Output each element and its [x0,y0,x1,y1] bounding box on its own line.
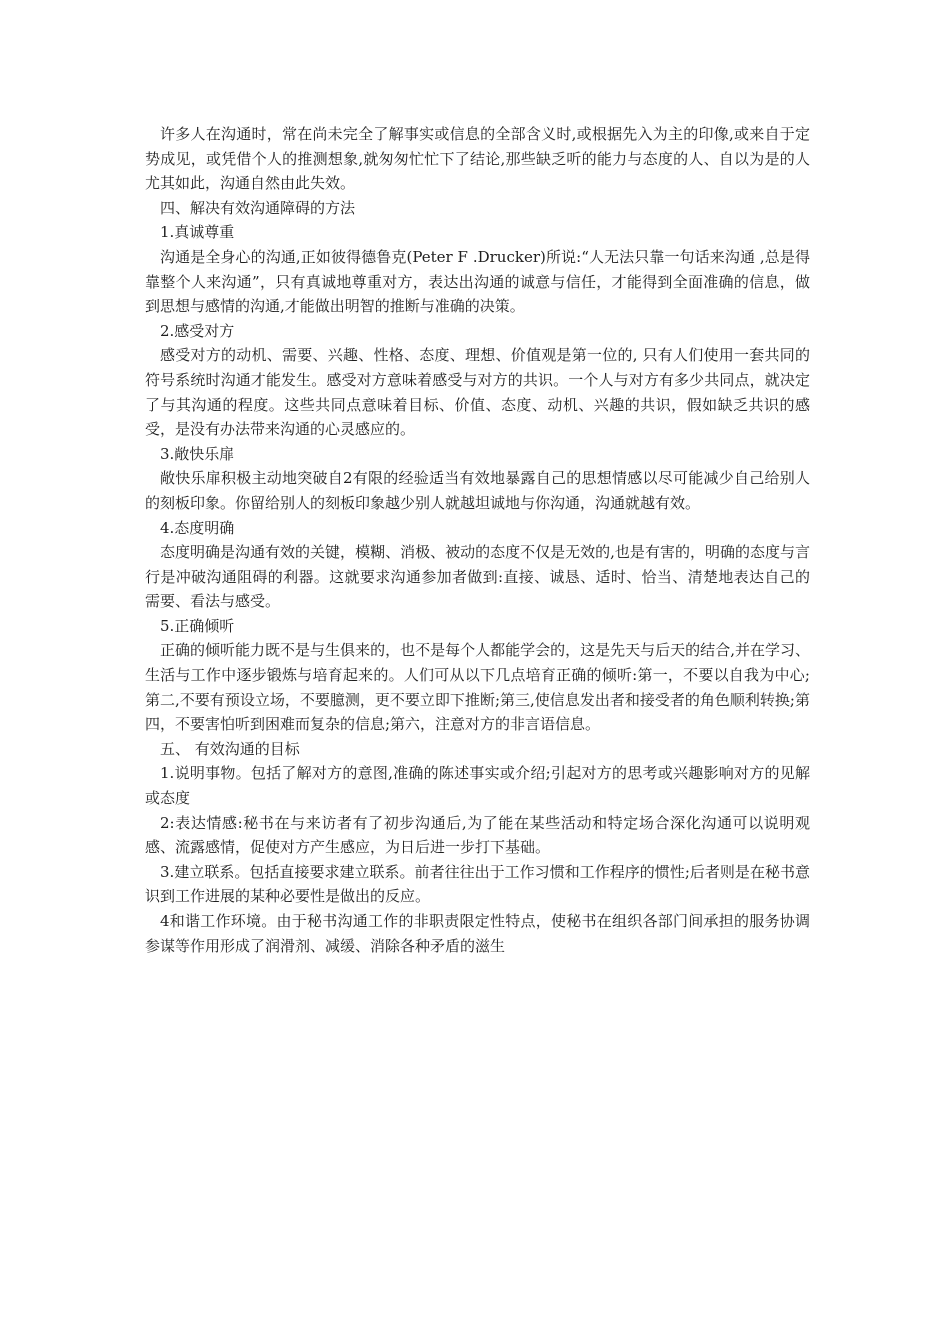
paragraph-intro: 许多人在沟通时，常在尚未完全了解事实或信息的全部含义时,或根据先入为主的印像,或来自于定势成见，或凭借个人的推测想象,就匆匆忙忙下了结论,那些缺乏听的能力与态度的人、自以为是的人尤其如此，沟通自然由此失效。 [145,125,810,193]
document-body [145,122,810,958]
subheading-feel-other: 2.感受对方 [160,321,235,340]
subheading-sincere-respect: 1.真诚尊重 [160,223,235,242]
subheading-open-heart: 3.敞快乐扉 [160,444,235,463]
subheading-clear-attitude: 4.态度明确 [160,518,235,537]
paragraph-goal-2: 2:表达情感:秘书在与来访者有了初步沟通后,为了能在某些活动和特定场合深化沟通可以说明观感、流露感情，促使对方产生感应，为日后进一步打下基础。 [145,813,810,857]
paragraph-goal-4: 4和谐工作环境。由于秘书沟通工作的非职责限定性特点，使秘书在组织各部门间承担的服务协调参谋等作用形成了润滑剂、减缓、消除各种矛盾的滋生 [145,912,810,955]
section-heading-four: 四、解决有效沟通障碍的方法 [160,198,356,217]
paragraph-sincere-respect: 沟通是全身心的沟通,正如彼得德鲁克(Peter F .Drucker)所说:“人无法只靠一句话来沟通 ,总是得靠整个人来沟通”，只有真诚地尊重对方，表达出沟通的诚意与信任，才能得到全面准确的信息，做到思想与感情的沟通,才能做出明智的推断与准确的决策。 [145,247,810,316]
paragraph-feel-other: 感受对方的动机、需要、兴趣、性格、态度、理想、价值观是第一位的, 只有人们使用一套共同的符号系统时沟通才能发生。感受对方意味着感受与对方的共识。一个人与对方有多少共同点，就决定了与其沟通的程度。这些共同点意味着目标、价值、态度、动机、兴趣的共识，假如缺乏共识的感受，是没有办法带来沟通的心灵感应的。 [145,346,810,439]
paragraph-clear-attitude: 态度明确是沟通有效的关键，模糊、消极、被动的态度不仅是无效的,也是有害的，明确的态度与言行是冲破沟通阻碍的利器。这就要求沟通参加者做到:直接、诚恳、适时、恰当、清楚地表达自己的需要、看法与感受。 [145,543,810,611]
paragraph-goal-1: 1.说明事物。包括了解对方的意图,准确的陈述事实或介绍;引起对方的思考或兴趣影响对方的见解或态度 [145,764,810,808]
paragraph-goal-3: 3.建立联系。包括直接要求建立联系。前者往往出于工作习惯和工作程序的惯性;后者则是在秘书意识到工作进展的某种必要性是做出的反应。 [145,862,810,906]
paragraph-open-heart: 敞快乐扉积极主动地突破自2有限的经验适当有效地暴露自己的思想情感以尽可能减少自己给别人的刻板印象。你留给别人的刻板印象越少别人就越坦诚地与你沟通，沟通就越有效。 [145,469,810,512]
subheading-correct-listening: 5.正确倾听 [160,616,235,635]
paragraph-correct-listening: 正确的倾听能力既不是与生俱来的，也不是每个人都能学会的，这是先天与后天的结合,并在学习、生活与工作中逐步锻炼与培育起来的。人们可从以下几点培育正确的倾听:第一，不要以自我为中心;第二,不要有预设立场，不要臆测，更不要立即下推断;第三,使信息发出者和接受者的角色顺利转换;第四，不要害怕听到困难而复杂的信息;第六，注意对方的非言语信息。 [145,641,810,734]
section-heading-five: 五、 有效沟通的目标 [160,739,300,758]
